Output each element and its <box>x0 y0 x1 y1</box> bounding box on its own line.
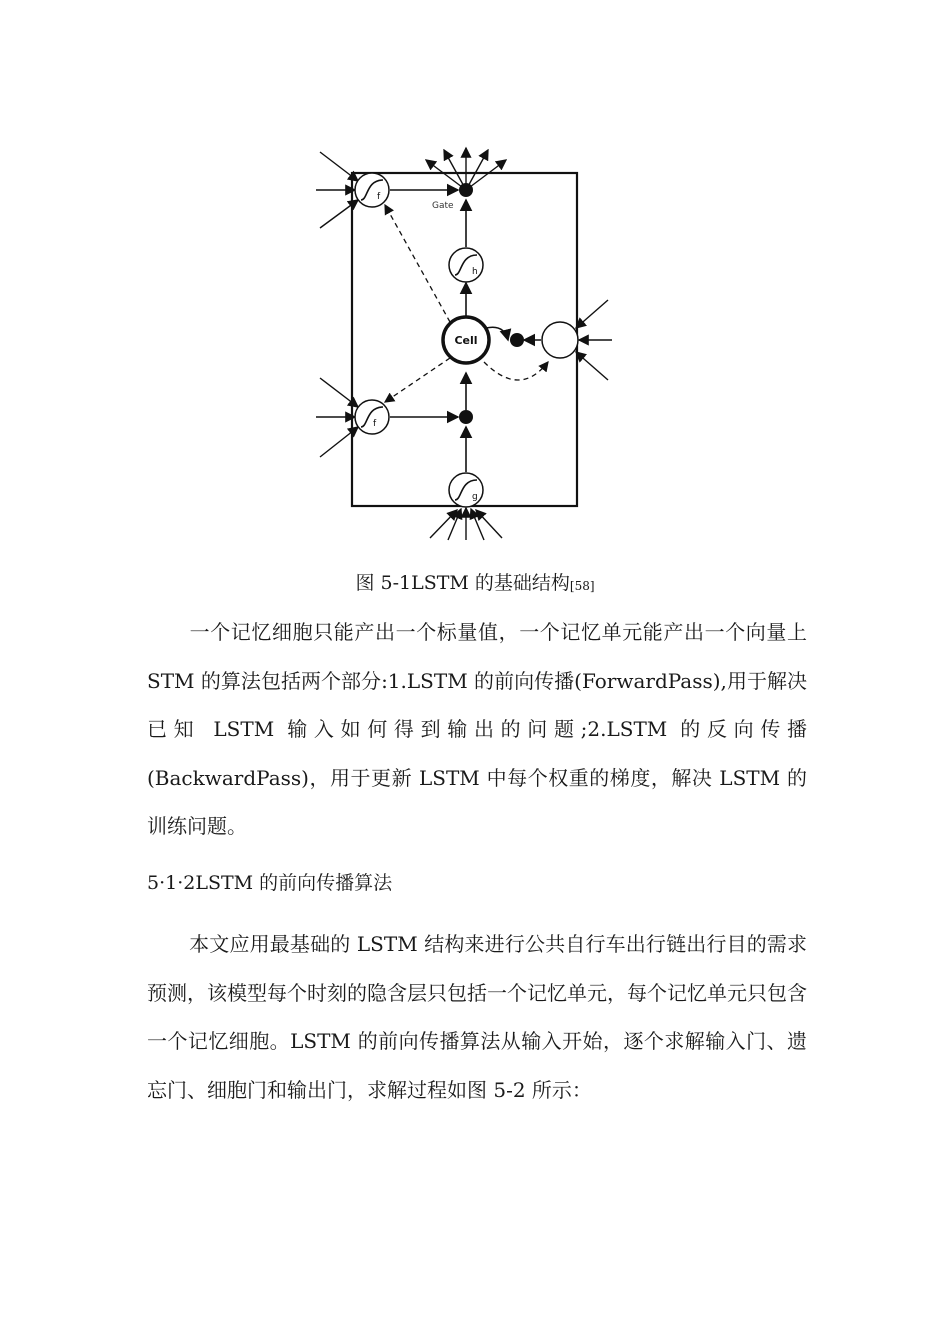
forget-gate-node <box>355 173 389 207</box>
input-mult-node <box>459 410 473 424</box>
svg-text:f: f <box>377 192 381 202</box>
paragraph-2-text: 本文应用最基础的 LSTM 结构来进行公共自行车出行链出行目的需求预测，该模型每个时刻的隐含层只包括一个记忆单元，每个记忆单元只包含一个记忆细胞。LSTM 的前向传播算法从输入开始，逐个求解输入门、遗忘门、细胞门和输出门，求解过程如图 5-2 所示： <box>147 932 807 1102</box>
cell-label: Cell <box>454 334 478 347</box>
output-gate-label: Gate <box>432 201 454 211</box>
paragraph-lstm-algorithm <box>147 608 807 851</box>
svg-text:h: h <box>472 267 478 277</box>
input-gate-node <box>355 400 389 434</box>
svg-text:f: f <box>373 419 377 429</box>
paragraph-forward-pass <box>147 920 807 1114</box>
output-mult-node <box>459 183 473 197</box>
cell-input-arrows <box>430 508 502 540</box>
cell-to-peephole-dashed <box>484 362 548 380</box>
lstm-structure-diagram <box>300 138 630 550</box>
hidden-activation-node <box>449 248 483 282</box>
cell-to-forget-dashed <box>385 205 450 322</box>
caption-text: 图 5-1LSTM 的基础结构 <box>355 572 570 594</box>
peephole-node <box>542 322 578 358</box>
paragraph-1-text: 一个记忆细胞只能产出一个标量值，一个记忆单元能产出一个向量上 STM 的算法包括两个部分:1.LSTM 的前向传播(ForwardPass),用于解决已知 LSTM 输入如何得到输出的问题;2.LSTM 的反向传播(BackwardPass)，用于更新 LSTM 中每个权重的梯度，解决 LSTM 的训练问题。 <box>147 620 807 838</box>
cell-input-activation-node <box>449 473 483 507</box>
figure-caption <box>0 568 950 595</box>
caption-reference: [58] <box>569 579 595 593</box>
cell-to-input-dashed <box>385 358 450 402</box>
peephole-inputs <box>576 300 612 380</box>
section-heading: 5·1·2LSTM 的前向传播算法 <box>147 872 393 894</box>
forget-mult-node <box>510 333 524 347</box>
svg-text:g: g <box>472 492 478 502</box>
